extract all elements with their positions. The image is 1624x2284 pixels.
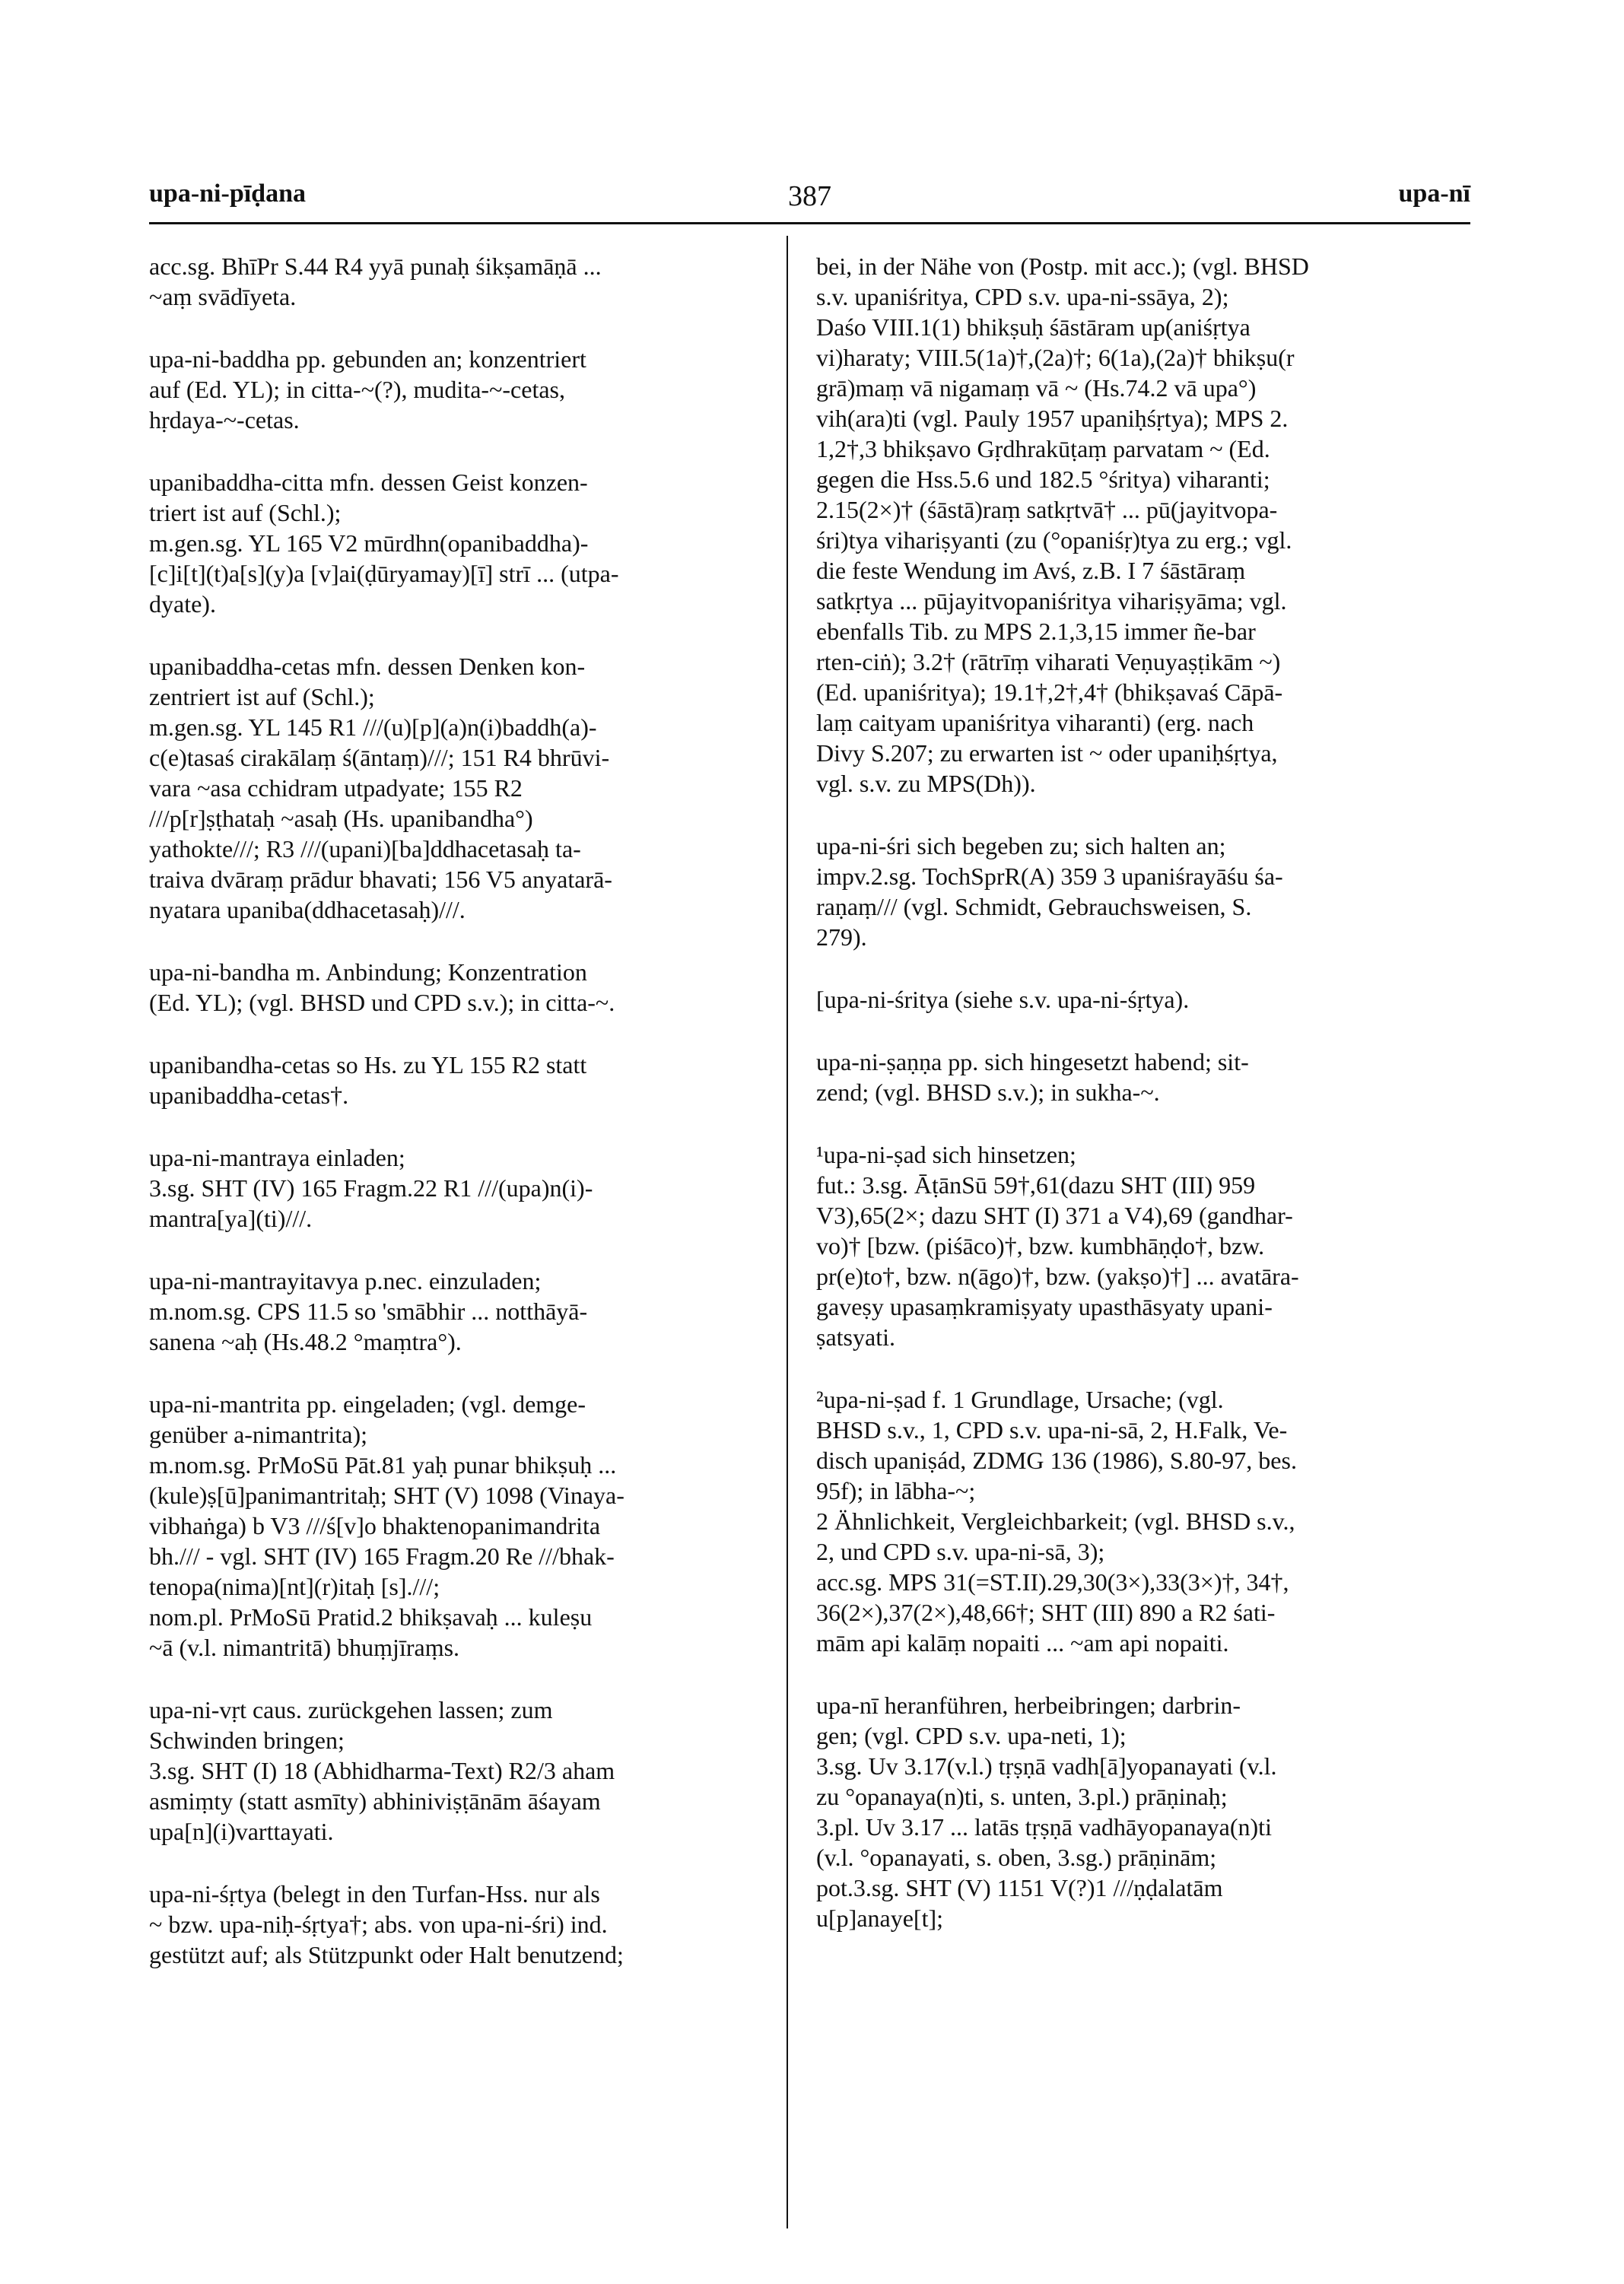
entry-line: 3.pl. Uv 3.17 ... latās tṛṣṇā vadhāyopanaya(n)ti bbox=[816, 1813, 1272, 1841]
entry-line: upanibandha-cetas so Hs. zu YL 155 R2 statt bbox=[149, 1051, 587, 1078]
entry-line: mām api kalāṃ nopaiti ... ~am api nopaiti. bbox=[816, 1629, 1229, 1657]
dictionary-entry bbox=[149, 344, 803, 435]
entry-line: upa-ni-baddha pp. gebunden an; konzentriert bbox=[149, 345, 586, 373]
entry-line: nom.pl. PrMoSū Pratid.2 bhikṣavaḥ ... kuleṣu bbox=[149, 1603, 593, 1631]
header-rule bbox=[149, 222, 1470, 224]
page-number: 387 bbox=[788, 180, 831, 212]
entry-line: auf (Ed. YL); in citta-~(?), mudita-~-cetas, bbox=[149, 376, 565, 403]
entry-line: vi)haraty; VIII.5(1a)†,(2a)†; 6(1a),(2a)† bhikṣu(r bbox=[816, 344, 1295, 371]
entry-line: laṃ caityam upaniśritya viharanti) (erg. nach bbox=[816, 709, 1254, 736]
entry-line: zentriert ist auf (Schl.); bbox=[149, 683, 375, 710]
entry-line: gen; (vgl. CPD s.v. upa-neti, 1); bbox=[816, 1722, 1127, 1749]
entry-line: die feste Wendung im Avś, z.B. I 7 śāstāraṃ bbox=[816, 557, 1246, 584]
dictionary-entry bbox=[149, 1142, 803, 1234]
dictionary-entry bbox=[816, 831, 1470, 952]
entry-line: s.v. upaniśritya, CPD s.v. upa-ni-ssāya, 2); bbox=[816, 283, 1229, 310]
entry-line: gegen die Hss.5.6 und 182.5 °śritya) viharanti; bbox=[816, 465, 1270, 493]
entry-line: Daśo VIII.1(1) bhikṣuḥ śāstāram up(aniśṛtya bbox=[816, 313, 1251, 341]
entry-line: triert ist auf (Schl.); bbox=[149, 499, 342, 526]
entry-line: c(e)tasaś cirakālaṃ ś(āntaṃ)///; 151 R4 bhrūvi- bbox=[149, 744, 610, 771]
entry-line: 3.sg. SHT (I) 18 (Abhidharma-Text) R2/3 aham bbox=[149, 1757, 615, 1784]
entry-line: 2, und CPD s.v. upa-ni-sā, 3); bbox=[816, 1538, 1105, 1565]
entry-line: zend; (vgl. BHSD s.v.); in sukha-~. bbox=[816, 1078, 1160, 1106]
entry-line: pot.3.sg. SHT (V) 1151 V(?)1 ///ṇḍalatām bbox=[816, 1874, 1223, 1901]
entry-line: upa-ni-bandha m. Anbindung; Konzentration bbox=[149, 958, 587, 986]
entry-line: 3.sg. SHT (IV) 165 Fragm.22 R1 ///(upa)n(i)- bbox=[149, 1174, 593, 1202]
entry-line: gaveṣy upasaṃkramiṣyaty upasthāsyaty upani- bbox=[816, 1293, 1273, 1320]
entry-line: Schwinden bringen; bbox=[149, 1727, 345, 1754]
entry-line: śri)tya vihariṣyanti (zu (°opaniśṛ)tya zu erg.; vgl. bbox=[816, 526, 1292, 554]
dictionary-entry bbox=[816, 1047, 1470, 1107]
entry-line: tenopa(nima)[nt](r)itaḥ [s].///; bbox=[149, 1573, 440, 1600]
entry-line: 36(2×),37(2×),48,66†; SHT (III) 890 a R2 śati- bbox=[816, 1599, 1276, 1626]
entry-line: bh./// - vgl. SHT (IV) 165 Fragm.20 Re ///bhak- bbox=[149, 1542, 615, 1570]
entry-line: BHSD s.v., 1, CPD s.v. upa-ni-sā, 2, H.Falk, Ve- bbox=[816, 1416, 1288, 1444]
entry-line: upanibaddha-citta mfn. dessen Geist konzen- bbox=[149, 469, 588, 496]
entry-line: upa-ni-śṛtya (belegt in den Turfan-Hss. nur als bbox=[149, 1880, 600, 1908]
entry-line: ~ bzw. upa-niḥ-śṛtya†; abs. von upa-ni-śri) ind. bbox=[149, 1911, 608, 1938]
entry-line: sanena ~aḥ (Hs.48.2 °maṃtra°). bbox=[149, 1328, 462, 1355]
running-head-left: upa-ni-pīḍana bbox=[149, 179, 306, 208]
entry-line: m.nom.sg. PrMoSū Pāt.81 yaḥ punar bhikṣuḥ ... bbox=[149, 1451, 617, 1479]
dictionary-entry bbox=[149, 467, 803, 619]
entry-line: upa[n](i)varttayati. bbox=[149, 1818, 334, 1845]
entry-line: raṇaṃ/// (vgl. Schmidt, Gebrauchsweisen, S. bbox=[816, 893, 1252, 920]
entry-line: ebenfalls Tib. zu MPS 2.1,3,15 immer ñe-bar bbox=[816, 618, 1256, 645]
running-head-right: upa-nī bbox=[1398, 179, 1470, 208]
entry-line: upa-ni-vṛt caus. zurückgehen lassen; zum bbox=[149, 1696, 553, 1723]
dictionary-entry bbox=[149, 1050, 803, 1110]
entry-line: bei, in der Nähe von (Postp. mit acc.); (vgl. BHSD bbox=[816, 253, 1309, 280]
entry-line: vo)† [bzw. (piśāco)†, bzw. kumbhāṇḍo†, bzw. bbox=[816, 1232, 1265, 1260]
entry-line: traiva dvāraṃ prādur bhavati; 156 V5 anyatarā- bbox=[149, 866, 612, 893]
entry-line: genüber a-nimantrita); bbox=[149, 1421, 367, 1448]
entry-line: yathokte///; R3 ///(upani)[ba]ddhacetasaḥ ta- bbox=[149, 835, 581, 862]
entry-line: (Ed. upaniśritya); 19.1†,2†,4† (bhikṣavaś Cāpā- bbox=[816, 678, 1283, 706]
entry-line: upa-ni-mantraya einladen; bbox=[149, 1144, 405, 1171]
dictionary-entry bbox=[816, 984, 1470, 1015]
entry-line: vgl. s.v. zu MPS(Dh)). bbox=[816, 770, 1036, 797]
entry-line: m.nom.sg. CPS 11.5 so 'smābhir ... notthāyā- bbox=[149, 1298, 588, 1325]
entry-line: Divy S.207; zu erwarten ist ~ oder upaniḥśṛtya, bbox=[816, 739, 1278, 767]
entry-line: 2.15(2×)† (śāstā)raṃ satkṛtvā† ... pū(jayitvopa- bbox=[816, 496, 1278, 523]
right-column bbox=[816, 251, 1470, 1965]
entry-line: vih(ara)ti (vgl. Pauly 1957 upaniḥśṛtya); MPS 2. bbox=[816, 405, 1289, 432]
entry-line: 3.sg. Uv 3.17(v.l.) tṛṣṇā vadh[ā]yopanayati (v.l. bbox=[816, 1752, 1277, 1780]
entry-line: nyatara upaniba(ddhacetasaḥ)///. bbox=[149, 896, 466, 923]
dictionary-entry bbox=[816, 1384, 1470, 1658]
entry-line: impv.2.sg. TochSprR(A) 359 3 upaniśrayāśu śa- bbox=[816, 862, 1283, 890]
entry-line: (v.l. °opanayati, s. oben, 3.sg.) prāṇinām; bbox=[816, 1844, 1217, 1871]
entry-line: mantra[ya](ti)///. bbox=[149, 1205, 313, 1232]
entry-line: 1,2†,3 bhikṣavo Gṛdhrakūṭaṃ parvatam ~ (Ed. bbox=[816, 435, 1270, 462]
entry-line: 2 Ähnlichkeit, Vergleichbarkeit; (vgl. BHSD s.v., bbox=[816, 1507, 1295, 1535]
dictionary-entry bbox=[816, 251, 1470, 799]
entry-line: asmiṃty (statt asmīty) abhiniviṣṭānām āśayam bbox=[149, 1787, 601, 1815]
entry-line: ṣatsyati. bbox=[816, 1323, 895, 1351]
entry-line: vara ~asa cchidram utpadyate; 155 R2 bbox=[149, 774, 523, 802]
entry-line: u[p]anaye[t]; bbox=[816, 1904, 944, 1932]
entry-line: [upa-ni-śritya (siehe s.v. upa-ni-śṛtya). bbox=[816, 986, 1190, 1013]
entry-line: disch upaniṣád, ZDMG 136 (1986), S.80-97, bes. bbox=[816, 1447, 1297, 1474]
entry-line: m.gen.sg. YL 145 R1 ///(u)[p](a)n(i)baddh(a)- bbox=[149, 713, 597, 741]
entry-line: zu °opanaya(n)ti, s. unten, 3.pl.) prāṇinaḥ; bbox=[816, 1783, 1228, 1810]
entry-line: [c]i[t](t)a[s](y)a [v]ai(ḍūryamay)[ī] strī ... (utpa- bbox=[149, 560, 619, 587]
entry-line: ///p[r]ṣṭhataḥ ~asaḥ (Hs. upanibandha°) bbox=[149, 805, 533, 832]
entry-line: vibhaṅga) b V3 ///ś[v]o bhaktenopanimandrita bbox=[149, 1512, 601, 1539]
entry-line: satkṛtya ... pūjayitvopaniśritya vihariṣyāma; vgl. bbox=[816, 587, 1287, 615]
dictionary-entry bbox=[149, 1266, 803, 1357]
entry-line: ²upa-ni-ṣad f. 1 Grundlage, Ursache; (vgl. bbox=[816, 1386, 1224, 1413]
entry-line: dyate). bbox=[149, 590, 216, 618]
entry-line: 95f); in lābha-~; bbox=[816, 1477, 976, 1504]
entry-line: 279). bbox=[816, 923, 867, 951]
entry-line: upa-ni-mantrita pp. eingeladen; (vgl. demge- bbox=[149, 1390, 586, 1418]
entry-line: upanibaddha-cetas†. bbox=[149, 1082, 349, 1109]
entry-line: V3),65(2×; dazu SHT (I) 371 a V4),69 (gandhar- bbox=[816, 1202, 1293, 1229]
entry-line: ~aṃ svādīyeta. bbox=[149, 283, 297, 310]
dictionary-entry bbox=[149, 1879, 803, 1970]
dictionary-entry bbox=[149, 651, 803, 925]
entry-line: fut.: 3.sg. ĀṭānSū 59†,61(dazu SHT (III) 959 bbox=[816, 1171, 1256, 1199]
entry-line: upa-ni-śri sich begeben zu; sich halten an; bbox=[816, 832, 1226, 859]
entry-line: upa-ni-ṣaṇṇa pp. sich hingesetzt habend; sit- bbox=[816, 1048, 1249, 1075]
dictionary-entry bbox=[816, 1690, 1470, 1933]
page-header bbox=[149, 179, 1470, 225]
entry-line: (kule)ṣ[ū]panimantritaḥ; SHT (V) 1098 (Vinaya- bbox=[149, 1482, 624, 1509]
left-column bbox=[149, 251, 803, 2002]
dictionary-entry bbox=[816, 1139, 1470, 1352]
entry-line: (Ed. YL); (vgl. BHSD und CPD s.v.); in citta-~. bbox=[149, 989, 615, 1016]
entry-line: rten-ciṅ); 3.2† (rātrīṃ viharati Veṇuyaṣṭikām ~) bbox=[816, 648, 1281, 675]
dictionary-entry bbox=[149, 251, 803, 312]
entry-line: upanibaddha-cetas mfn. dessen Denken kon- bbox=[149, 653, 586, 680]
entry-line: upa-ni-mantrayitavya p.nec. einzuladen; bbox=[149, 1267, 542, 1294]
entry-line: hṛdaya-~-cetas. bbox=[149, 406, 300, 434]
dictionary-entry bbox=[149, 957, 803, 1018]
dictionary-entry bbox=[149, 1389, 803, 1663]
entry-line: acc.sg. BhīPr S.44 R4 yyā punaḥ śikṣamāṇā ... bbox=[149, 253, 602, 280]
entry-line: upa-nī heranführen, herbeibringen; darbrin- bbox=[816, 1692, 1241, 1719]
entry-line: ~ā (v.l. nimantritā) bhuṃjīraṃs. bbox=[149, 1634, 460, 1661]
entry-line: ¹upa-ni-ṣad sich hinsetzen; bbox=[816, 1141, 1076, 1168]
entry-line: grā)maṃ vā nigamaṃ vā ~ (Hs.74.2 vā upa°) bbox=[816, 374, 1257, 402]
entry-line: acc.sg. MPS 31(=ST.II).29,30(3×),33(3×)†, 34†, bbox=[816, 1568, 1289, 1596]
entry-line: gestützt auf; als Stützpunkt oder Halt benutzend; bbox=[149, 1941, 624, 1968]
dictionary-entry bbox=[149, 1695, 803, 1847]
entry-line: m.gen.sg. YL 165 V2 mūrdhn(opanibaddha)- bbox=[149, 529, 589, 557]
entry-line: pr(e)to†, bzw. n(āgo)†, bzw. (yakṣo)†] ... avatāra- bbox=[816, 1263, 1299, 1290]
